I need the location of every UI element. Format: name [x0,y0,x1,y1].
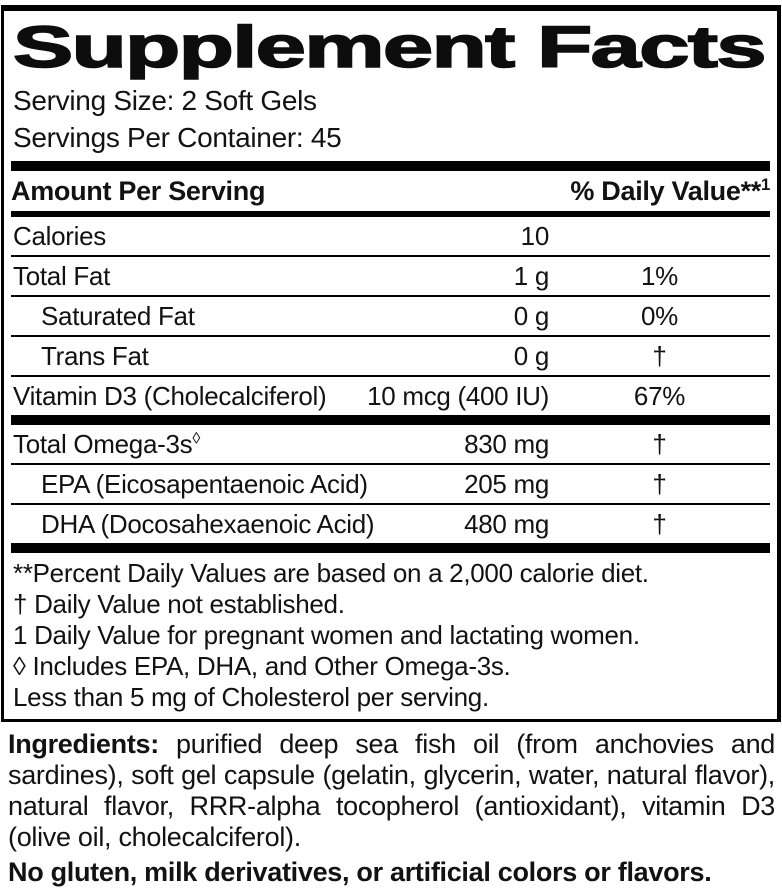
ingredients-text: purified deep sea fish oil (from anchovies and sardines), soft gel capsule (gelatin, glycerin, water, natural flavor), natural flavor, RRR-alpha tocopherol (antioxidant), vitamin D3 (olive oil, cholecalciferol). [8,729,775,852]
nutrient-amount: 480 mg [464,508,549,539]
header-daily-value [570,176,770,207]
allergen-claim: No gluten, milk derivatives, or artificial colors or flavors. [8,857,712,887]
footnotes [11,553,770,719]
nutrient-amount: 1 g [513,260,549,291]
table-row-calories [11,217,770,255]
table-row-trans-fat [11,337,770,375]
footnote-cholesterol: Less than 5 mg of Cholesterol per serving. [13,682,489,712]
footnote-pregnant-women: 1 Daily Value for pregnant women and lactating women. [13,620,640,650]
nutrient-daily-value: 67% [633,380,686,411]
nutrient-amount: 10 [520,220,549,251]
nutrient-daily-value: † [652,340,667,371]
nutrient-daily-value: † [652,508,667,539]
panel-title-text: Supplement Facts [13,15,765,80]
footnote-dagger: † Daily Value not established. [13,589,345,619]
header-daily-value-text: % Daily Value** [570,175,761,206]
nutrient-amount: 0 g [513,340,549,371]
serving-size: Serving Size: 2 Soft Gels [13,85,317,116]
nutrient-name: Vitamin D3 (Cholecalciferol) [13,380,327,411]
thick-rule-top [11,161,770,171]
table-header-row [11,171,770,211]
ingredients-label: Ingredients: [8,729,159,759]
thick-rule-omega-section [11,415,770,425]
table-row-dha [11,505,770,543]
table-row-saturated-fat [11,297,770,335]
nutrient-name: Trans Fat [41,340,149,371]
table-row-vitamin-d3 [11,377,770,415]
header-amount-per-serving: Amount Per Serving [11,175,266,206]
nutrient-amount: 830 mg [464,428,549,459]
header-daily-value-footnote-ref: 1 [760,174,770,194]
supplement-facts-panel [1,5,781,722]
nutrient-daily-value: 1% [641,260,678,291]
thick-rule-footnotes [11,543,770,553]
nutrient-name: EPA (Eicosapentaenoic Acid) [41,468,368,499]
footnote-lozenge: ◊ Includes EPA, DHA, and Other Omega-3s. [13,651,511,681]
nutrient-name-text: Total Omega-3s [13,428,193,459]
nutrient-name [11,429,200,460]
table-row-total-omega-3s [11,425,770,463]
nutrient-amount: 10 mcg (400 IU) [367,380,549,411]
nutrient-daily-value: † [652,468,667,499]
nutrient-name: DHA (Docosahexaenoic Acid) [41,508,375,539]
table-row-epa [11,465,770,503]
ingredients-paragraph [8,729,775,853]
nutrient-amount: 0 g [513,300,549,331]
footnote-percent-dv: **Percent Daily Values are based on a 2,000 calorie diet. [13,558,649,588]
serving-info [11,82,770,161]
nutrient-daily-value: † [652,428,667,459]
panel-title [13,14,771,82]
nutrient-daily-value: 0% [641,300,678,331]
nutrient-name: Total Fat [13,260,111,291]
nutrient-name: Calories [13,220,106,251]
nutrient-amount: 205 mg [464,468,549,499]
servings-per-container: Servings Per Container: 45 [13,122,342,153]
lozenge-footnote-ref: ◊ [192,428,200,447]
nutrient-name: Saturated Fat [41,300,195,331]
table-row-total-fat [11,257,770,295]
